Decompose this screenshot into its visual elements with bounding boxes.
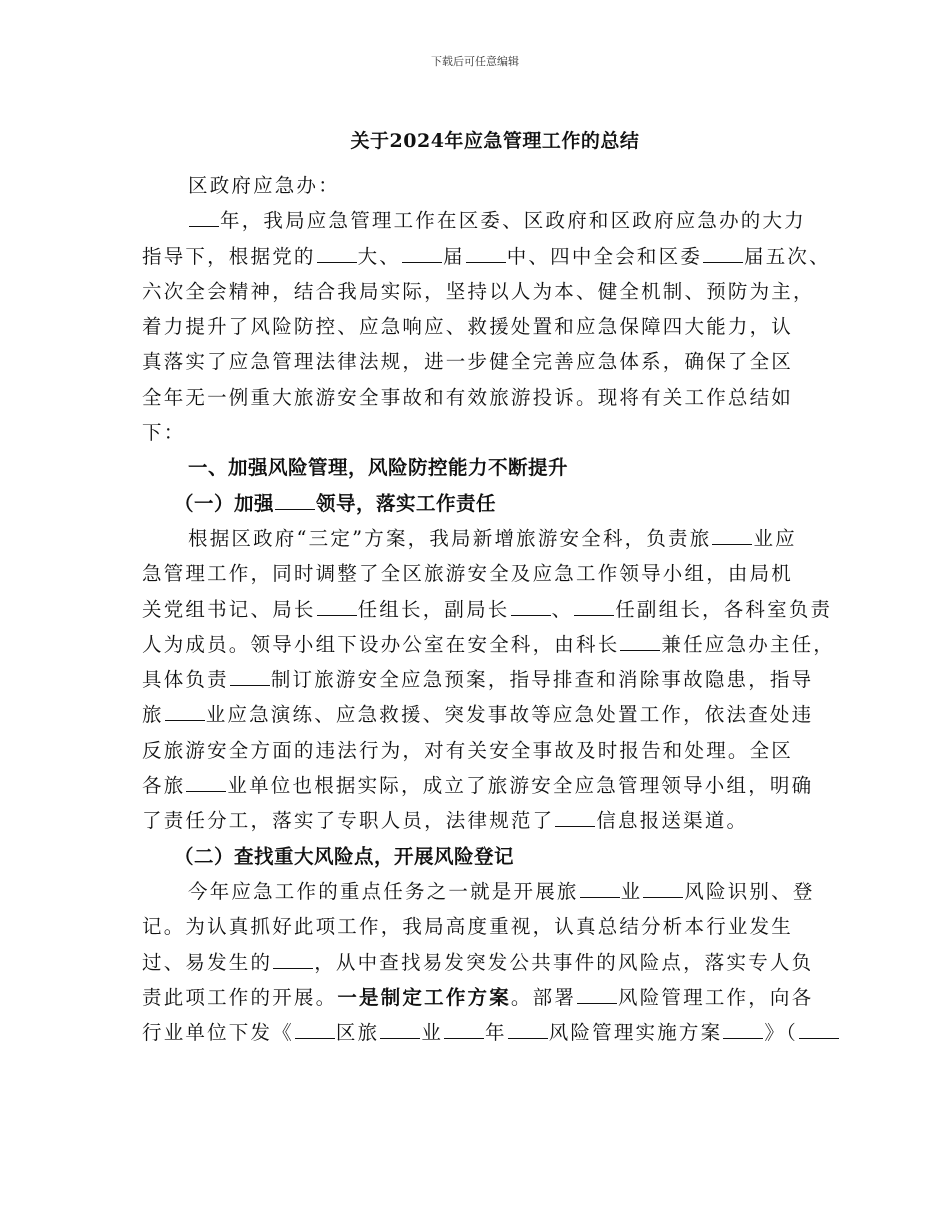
text-run: 业 xyxy=(421,1021,444,1045)
text-run: 今年应急工作的重点任务之一就是开展旅 xyxy=(188,879,579,903)
text-run: 责此项工作的开展。 xyxy=(142,985,338,1009)
text-run: 具体负责 xyxy=(142,668,229,692)
text-run: 根据区政府“三定”方案，我局新增旅游安全科，负责旅 xyxy=(188,526,712,550)
text-line xyxy=(142,239,831,274)
addressee-line: 区政府应急办： xyxy=(188,174,340,197)
fill-in-blank xyxy=(643,876,683,897)
text-run: 记。为认真抓好此项工作，我局高度重视，认真总结分析本行业发生 xyxy=(142,915,794,939)
fill-in-blank xyxy=(380,1018,420,1039)
text-run: 届五次、 xyxy=(744,244,831,268)
fill-in-blank xyxy=(402,241,442,262)
fill-in-blank xyxy=(317,594,357,615)
fill-in-blank xyxy=(511,594,551,615)
fill-in-blank xyxy=(230,665,270,686)
text-run: 各旅 xyxy=(142,774,186,798)
text-run: 过、易发生的 xyxy=(142,950,273,974)
text-run: 制订旅游安全应急预案，指导排查和消除事故隐患，指导 xyxy=(270,668,814,692)
fill-in-blank xyxy=(317,241,357,262)
fill-in-blank xyxy=(620,629,660,650)
text-line xyxy=(142,697,814,732)
text-line xyxy=(142,380,814,415)
text-run: （二）查找重大风险点，开展风险登记 xyxy=(174,844,515,868)
text-run: 反旅游安全方面的违法行为，对有关安全事故及时报告和处理。全区 xyxy=(142,738,794,762)
text-run: 风险管理实施方案 xyxy=(548,1021,723,1045)
fill-in-blank xyxy=(580,876,620,897)
text-run: 急管理工作，同时调整了全区旅游安全及应急工作领导小组，由局机 xyxy=(142,562,794,586)
text-line xyxy=(142,1015,814,1050)
text-run: 区旅 xyxy=(335,1021,380,1045)
text-run: 届 xyxy=(443,244,465,268)
text-run: 中、四中全会和区委 xyxy=(506,244,703,268)
text-run: 业应急演练、应急救援、突发事故等应急处置工作，依法查处违 xyxy=(205,703,814,727)
text-line xyxy=(142,309,814,344)
fill-in-blank xyxy=(273,947,313,968)
text-run: 六次全会精神，结合我局实际，坚持以人为本、健全机制、预防为主， xyxy=(142,279,815,303)
text-run: 》（ xyxy=(764,1021,798,1045)
text-line xyxy=(142,556,814,591)
text-line xyxy=(142,980,814,1015)
text-run: 兼任应急办主任， xyxy=(661,632,836,656)
text-line xyxy=(142,945,814,980)
document-title: 关于2024年应急管理工作的总结 xyxy=(350,130,640,152)
text-run: 业应 xyxy=(753,526,797,550)
text-run: 旅 xyxy=(142,703,164,727)
text-line xyxy=(142,803,814,838)
document-body xyxy=(142,168,836,1050)
text-run: 一是制定工作方案 xyxy=(337,985,511,1009)
text-line xyxy=(142,909,814,944)
text-run: 风险管理工作，向各 xyxy=(618,985,814,1009)
text-run: 大、 xyxy=(357,244,402,268)
text-line xyxy=(142,662,814,697)
text-run: 下： xyxy=(142,421,186,445)
text-line xyxy=(142,415,814,450)
text-run: 年 xyxy=(485,1021,507,1045)
text-run: 年，我局应急管理工作在区委、区政府和区政府应急办的大力 xyxy=(220,209,806,233)
text-run: 、 xyxy=(551,597,574,621)
text-run: 关党组书记、局长 xyxy=(142,597,316,621)
text-run: （一）加强 xyxy=(174,491,275,515)
fill-in-blank xyxy=(186,771,226,792)
text-run: 全年无一例重大旅游安全事故和有效旅游投诉。现将有关工作总结如 xyxy=(142,385,794,409)
fill-in-blank xyxy=(723,1018,763,1039)
fill-in-blank xyxy=(577,982,617,1003)
text-run: 任组长，副局长 xyxy=(357,597,510,621)
fill-in-blank xyxy=(799,1018,839,1039)
fill-in-blank xyxy=(275,488,315,509)
text-run: 着力提升了风险防控、应急响应、救援处置和应急保障四大能力，认 xyxy=(142,315,794,339)
text-run: 人为成员。领导小组下设办公室在安全科，由科长 xyxy=(142,632,620,656)
fill-in-blank xyxy=(295,1018,335,1039)
text-run: 领导，落实工作责任 xyxy=(316,491,497,515)
text-run: 行业单位下发《 xyxy=(142,1021,294,1045)
text-run: 真落实了应急管理法律法规，进一步健全完善应急体系，确保了全区 xyxy=(142,350,794,374)
page-header-note: 下载后可任意编辑 xyxy=(431,55,519,68)
text-line xyxy=(142,733,814,768)
text-run: 风险识别、登 xyxy=(684,879,815,903)
text-run: 信息报送渠道。 xyxy=(596,809,749,833)
text-line xyxy=(142,627,836,662)
fill-in-blank xyxy=(703,241,743,262)
text-run: 。部署 xyxy=(510,985,577,1009)
fill-in-blank xyxy=(574,594,614,615)
text-line xyxy=(142,203,814,238)
text-run: 了责任分工，落实了专职人员，法律规范了 xyxy=(142,809,555,833)
paragraph-lines xyxy=(142,203,836,1050)
fill-in-blank xyxy=(165,700,205,721)
text-run: ，从中查找易发突发公共事件的风险点，落实专人负 xyxy=(314,950,814,974)
text-run: 一、加强风险管理，风险防控能力不断提升 xyxy=(188,456,569,480)
text-run: 任副组长，各科室负责 xyxy=(615,597,833,621)
text-line xyxy=(142,274,814,309)
fill-in-blank xyxy=(466,241,506,262)
fill-in-blank xyxy=(508,1018,548,1039)
text-run: 业 xyxy=(620,879,643,903)
text-run: 指导下，根据党的 xyxy=(142,244,316,268)
text-line xyxy=(142,521,814,556)
fill-in-blank xyxy=(444,1018,484,1039)
text-line xyxy=(142,768,814,803)
fill-in-blank xyxy=(189,206,219,227)
text-line xyxy=(142,344,814,379)
text-run: 业单位也根据实际，成立了旅游安全应急管理领导小组，明确 xyxy=(227,774,814,798)
text-line xyxy=(142,874,814,909)
section-heading xyxy=(142,450,814,485)
section-heading xyxy=(142,839,814,874)
fill-in-blank xyxy=(555,806,595,827)
text-line xyxy=(142,592,833,627)
section-heading xyxy=(142,486,814,521)
fill-in-blank xyxy=(712,524,752,545)
